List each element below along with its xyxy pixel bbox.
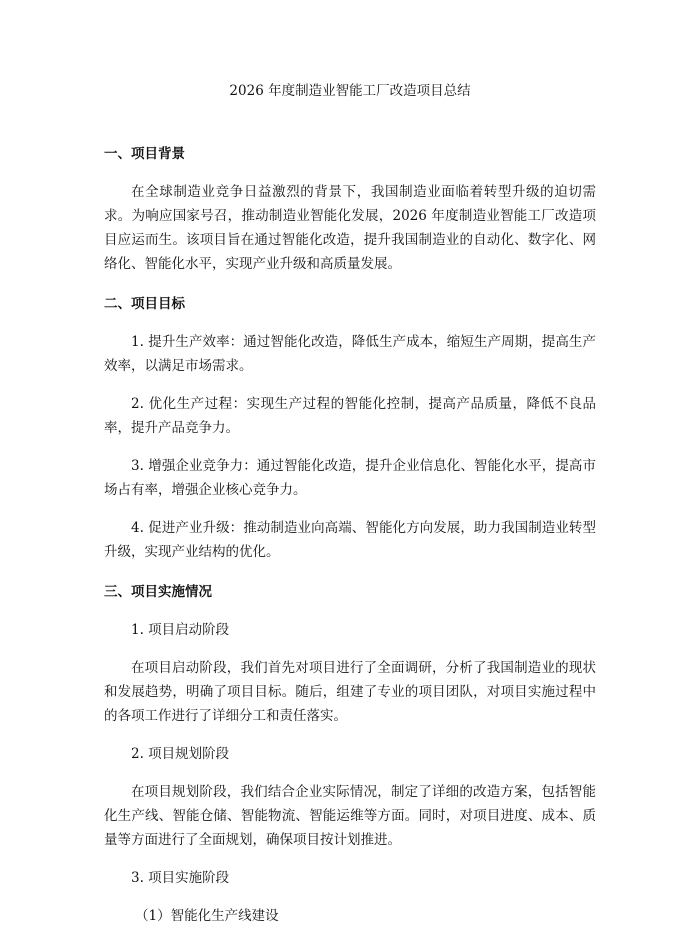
section-heading-goals: 二、项目目标 bbox=[104, 296, 185, 312]
goal-item-2: 2. 优化生产过程：实现生产过程的智能化控制，提高产品质量，降低不良品率，提升产品竞争力。 bbox=[104, 396, 596, 436]
goal-item-3: 3. 增强企业竞争力：通过智能化改造，提升企业信息化、智能化水平，提高市场占有率，增强企业核心竞争力。 bbox=[104, 458, 596, 498]
goal-item-1: 1. 提升生产效率：通过智能化改造，降低生产成本，缩短生产周期，提高生产效率，以满足市场需求。 bbox=[104, 334, 596, 374]
phase3-subitem-1: （1）智能化生产线建设 bbox=[135, 908, 279, 924]
phase2-paragraph: 在项目规划阶段，我们结合企业实际情况，制定了详细的改造方案，包括智能化生产线、智能仓储、智能物流、智能运维等方面。同时，对项目进度、成本、质量等方面进行了全面规划，确保项目按计划推进。 bbox=[104, 784, 596, 848]
phase1-title: 1. 项目启动阶段 bbox=[131, 622, 230, 638]
phase1-paragraph: 在项目启动阶段，我们首先对项目进行了全面调研，分析了我国制造业的现状和发展趋势，明确了项目目标。随后，组建了专业的项目团队，对项目实施过程中的各项工作进行了详细分工和责任落实。 bbox=[104, 660, 596, 724]
phase3-title: 3. 项目实施阶段 bbox=[131, 870, 230, 886]
goal-item-4: 4. 促进产业升级：推动制造业向高端、智能化方向发展，助力我国制造业转型升级，实现产业结构的优化。 bbox=[104, 520, 596, 560]
phase2-title: 2. 项目规划阶段 bbox=[131, 746, 230, 762]
section-heading-background: 一、项目背景 bbox=[104, 146, 185, 162]
document-title: 2026 年度制造业智能工厂改造项目总结 bbox=[229, 83, 471, 99]
document-body bbox=[104, 142, 596, 928]
section-heading-implementation: 三、项目实施情况 bbox=[104, 584, 212, 600]
background-paragraph: 在全球制造业竞争日益激烈的背景下，我国制造业面临着转型升级的迫切需求。为响应国家号召，推动制造业智能化发展，2026 年度制造业智能工厂改造项目应运而生。该项目旨在通过智能化改造，提升我国制造业的自动化、数字化、网络化、智能化水平，实现产业升级和高质量发展。 bbox=[104, 184, 596, 272]
